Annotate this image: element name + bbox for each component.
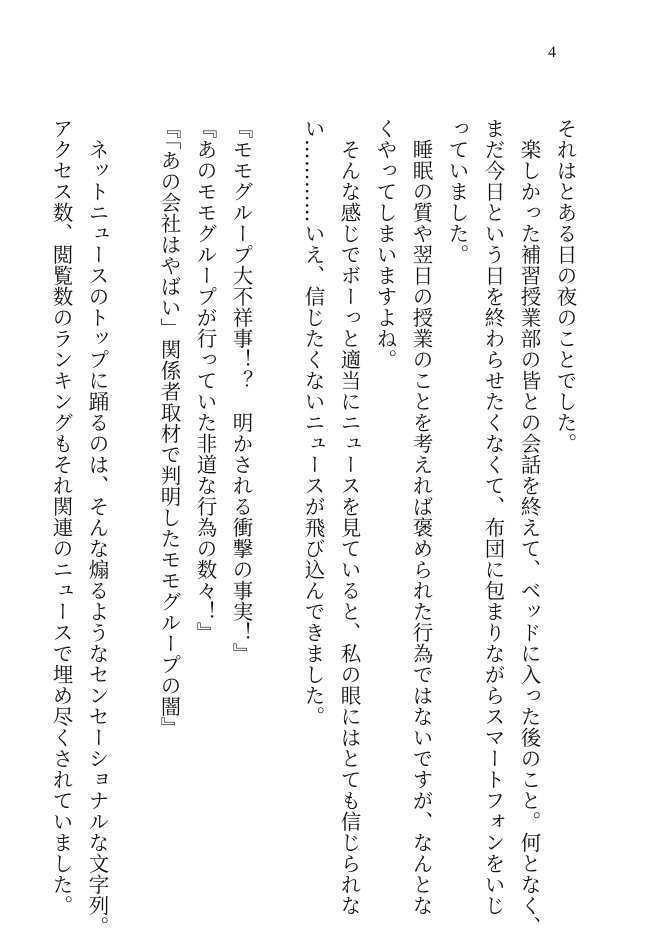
vertical-body-text: [43, 118, 583, 937]
text-line-3: まだ今日という日を終わらせたくなくて、布団に包まりながらスマートフォンをいじ: [481, 118, 505, 916]
text-line-10: アクセス数、閲覧数のランキングもそれ関連のニュースで埋め尽くされていました。: [49, 118, 73, 916]
text-line-9: ネットニュースのトップに踊るのは、そんな煽るようなセンセーショナルな文字列。: [85, 118, 109, 937]
headline-1: 『モモグループ大不祥事！？ 明かされる衝撃の事実！』: [229, 118, 253, 664]
text-line-1: それはとある日の夜のことでした。: [553, 118, 577, 454]
text-line-6: くやってしまいますよね。: [373, 118, 397, 370]
text-line-7: そんな感じでボーっと適当にニュースを見ていると、私の眼にはとても信じられな: [337, 118, 361, 916]
text-line-4: っていました。: [445, 118, 469, 265]
text-line-8: い…………いえ、信じたくないニュースが飛び込んできました。: [301, 118, 325, 727]
page-number: 4: [548, 44, 556, 61]
blank-line-2: [115, 118, 151, 838]
headline-3: 『「あの会社はやばい」関係者取材で判明したモモグループの闇』: [157, 118, 181, 738]
text-line-5: 睡眠の質や翌日の授業のことを考えれば褒められた行為ではないですが、なんとな: [409, 118, 433, 916]
text-line-2: 楽しかった補習授業部の皆との会話を終えて、ベッドに入った後のこと。何となく、: [517, 118, 541, 937]
blank-line-1: [259, 118, 295, 838]
headline-2: 『あのモモグループが行っていた非道な行為の数々！』: [193, 118, 217, 643]
